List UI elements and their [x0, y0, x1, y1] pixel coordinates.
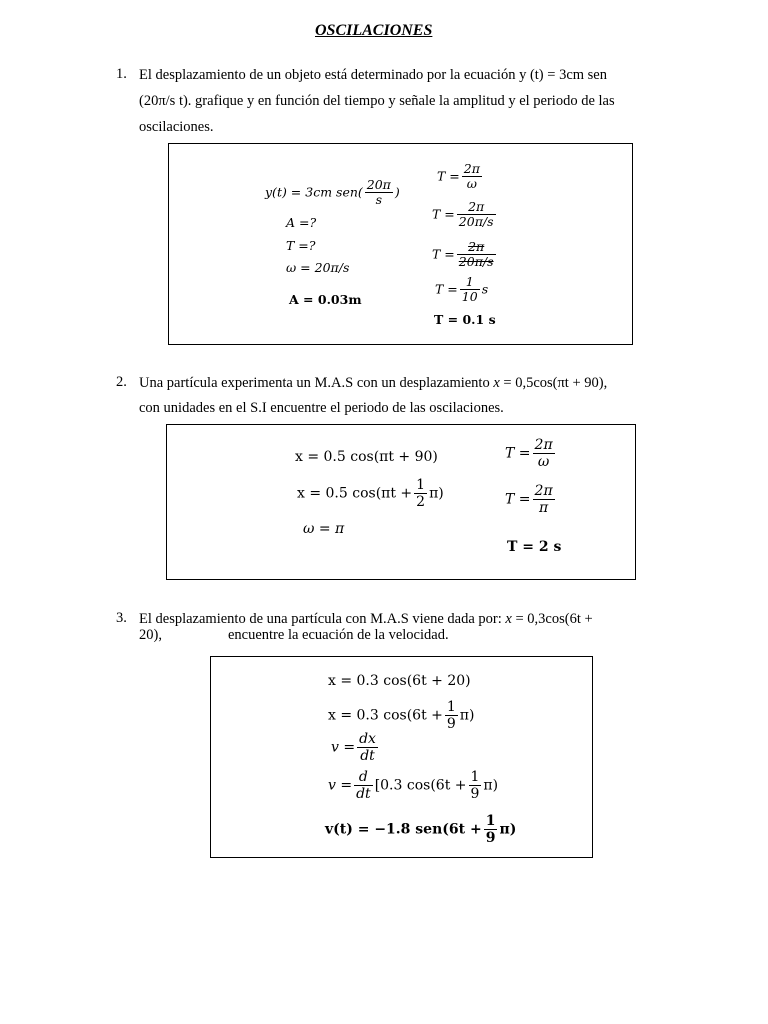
problem-2-line-2: con unidades en el S.I encuentre el periodo de las oscilaciones.	[139, 400, 504, 416]
p2-period-step-1: T = $\frac{2\pi}{\omega}$	[505, 437, 553, 471]
p1-period-step-3: T = $\frac{2\pi}{20\pi/s}$	[432, 239, 494, 270]
p2-period-result: T = 2 s	[507, 539, 562, 555]
p1-period-result: T = 0.1 s	[434, 312, 496, 327]
p3-velocity-definition: v = $\frac{dx}{dt}$	[331, 731, 376, 765]
p1-period-step-1: T = $\frac{2\pi}{\omega}$	[437, 161, 480, 192]
problem-2-solution-box	[166, 424, 636, 580]
p1-omega: ω = 20π/s	[286, 260, 350, 275]
p1-amplitude-question: A =?	[286, 215, 317, 230]
page-title: OSCILACIONES	[315, 22, 433, 39]
p3-velocity-result: v(t) = −1.8 sen(6t + $\frac{1}{9}$ π)	[325, 813, 517, 847]
problem-3-number: 3.	[116, 610, 127, 626]
p2-equation-1: x = 0.5 cos(πt + 90)	[295, 449, 438, 465]
problem-1-number: 1.	[116, 66, 127, 82]
problem-3-line-1: El desplazamiento de una partícula con M.A.S viene dada por: x = 0,3cos(6t +	[139, 611, 593, 627]
problem-2-line-1: Una partícula experimenta un M.A.S con un desplazamiento x = 0,5cos(πt + 90),	[139, 375, 608, 391]
p1-period-step-4: T = $\frac{1}{10}$ s	[435, 274, 489, 305]
p1-equation: y(t) = 3cm sen( $\frac{20\pi}{s}$ )	[265, 177, 400, 208]
p3-equation-1: x = 0.3 cos(6t + 20)	[328, 673, 471, 689]
problem-2-number: 2.	[116, 374, 127, 390]
problem-1-line-3: oscilaciones.	[139, 119, 214, 135]
problem-1-solution-box	[168, 143, 633, 345]
p2-omega: ω = π	[303, 521, 345, 537]
p2-period-step-2: T = $\frac{2\pi}{\pi}$	[505, 483, 553, 517]
p1-period-question: T =?	[286, 238, 316, 253]
problem-3-solution-box	[210, 656, 593, 858]
p3-equation-2: x = 0.3 cos(6t + $\frac{1}{9}$ π)	[328, 699, 475, 733]
problem-3-line-2: 20), encuentre la ecuación de la velocidad.	[139, 627, 449, 643]
p1-amplitude-result: A = 0.03m	[289, 292, 362, 307]
problem-1-line-2: (20π/s t). grafique y en función del tiempo y señale la amplitud y el periodo de las	[139, 93, 615, 109]
problem-1-line-1: El desplazamiento de un objeto está determinado por la ecuación y (t) = 3cm sen	[139, 67, 607, 83]
p3-derivative-step: v = $\frac{d}{dt}$ [0.3 cos(6t + $\frac{1}{9}$ π)	[328, 769, 499, 803]
p2-equation-2: x = 0.5 cos(πt + $\frac{1}{2}$ π)	[297, 477, 444, 511]
p1-period-step-2: T = $\frac{2\pi}{20\pi/s}$	[432, 199, 494, 230]
